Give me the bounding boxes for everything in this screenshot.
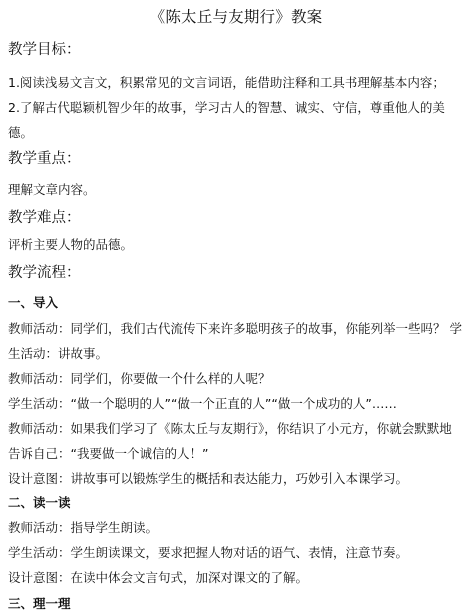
part2-line-2: 学生活动：学生朗读课文，要求把握人物对话的语气、表情，注意节奏。 bbox=[8, 545, 409, 560]
difficulties-body bbox=[8, 232, 464, 257]
key-points-text: 理解文章内容。 bbox=[8, 182, 96, 197]
key-points-body bbox=[8, 177, 464, 202]
part1-line-5: 设计意图：讲故事可以锻炼学生的概括和表达能力，巧妙引入本课学习。 bbox=[8, 471, 409, 486]
part1-line-1: 教师活动：同学们，我们古代流传下来许多聪明孩子的故事，你能列举一些吗？ 学生活动：讲故事。 bbox=[8, 321, 462, 361]
document-title: 《陈太丘与友期行》教案 bbox=[149, 8, 323, 26]
key-points-section bbox=[8, 149, 464, 169]
part3-section bbox=[8, 594, 464, 614]
part1-line-3: 学生活动：“做一个聪明的人”“做一个正直的人”“做一个成功的人”…… bbox=[8, 396, 397, 411]
key-points-heading: 教学重点： bbox=[8, 151, 81, 167]
part2-line-1: 教师活动：指导学生朗读。 bbox=[8, 520, 159, 535]
difficulties-heading: 教学难点： bbox=[8, 210, 81, 226]
part1-line-4: 教师活动：如果我们学习了《陈太丘与友期行》，你结识了小元方，你就会默默地告诉自己：“我要做一个诚信的人！” bbox=[8, 421, 452, 461]
part1-heading: 一、导入 bbox=[8, 295, 59, 310]
process-heading: 教学流程： bbox=[8, 265, 81, 281]
part2-line-3: 设计意图：在读中体会文言句式，加深对课文的了解。 bbox=[8, 570, 309, 585]
part1-lines bbox=[8, 316, 464, 491]
goals-heading: 教学目标： bbox=[8, 42, 81, 58]
part2-heading: 二、读一读 bbox=[8, 495, 71, 510]
goals-list bbox=[8, 70, 464, 145]
goal-item-1: 1.阅读浅易文言文，积累常见的文言词语，能借助注释和工具书理解基本内容； bbox=[8, 75, 445, 90]
difficulties-section bbox=[8, 208, 464, 228]
goal-item-2: 2.了解古代聪颖机智少年的故事，学习古人的智慧、诚实、守信，尊重他人的美德。 bbox=[8, 100, 445, 140]
goals-section bbox=[8, 40, 464, 60]
difficulties-text: 评析主要人物的品德。 bbox=[8, 237, 134, 252]
part1-section bbox=[8, 293, 464, 313]
part2-section bbox=[8, 493, 464, 513]
part2-lines bbox=[8, 515, 464, 590]
process-section bbox=[8, 263, 464, 283]
part1-line-2: 教师活动：同学们，你要做一个什么样的人呢？ bbox=[8, 371, 271, 386]
part3-heading: 三、理一理 bbox=[8, 596, 71, 611]
